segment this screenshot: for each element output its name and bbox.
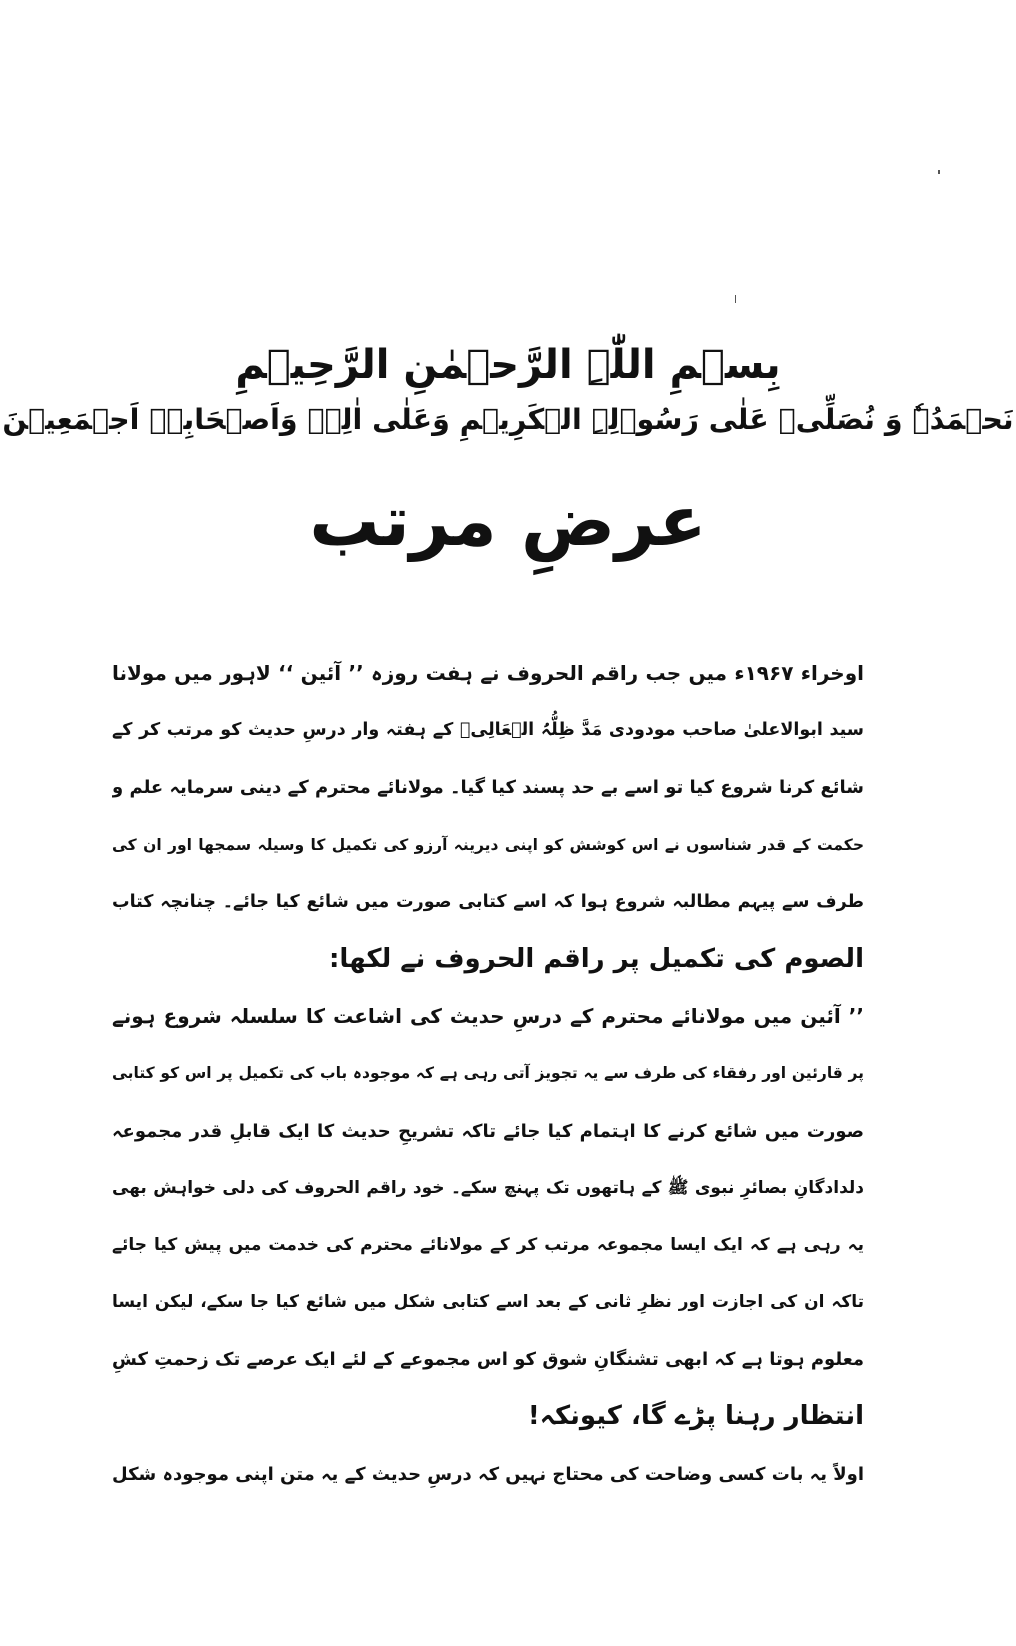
scan-speck (735, 295, 736, 303)
quote-line: ’’ آئین میں مولانائے محترم کے درسِ حدیث کی اشاعت کا سلسلہ شروع ہونے (112, 1004, 864, 1029)
body-line: اولاً یہ بات کسی وضاحت کی محتاج نہیں کہ درسِ حدیث کے یہ متن اپنی موجودہ شکل (112, 1463, 864, 1485)
body-line: شائع کرنا شروع کیا تو اسے بے حد پسند کیا گیا۔ مولانائے محترم کے دینی سرمایہ علم و (112, 777, 864, 799)
body-text (112, 645, 864, 1503)
scan-speck (938, 170, 940, 174)
body-line: الصوم کی تکمیل پر راقم الحروف نے لکھا: (329, 943, 864, 974)
quote-line: دلدادگانِ بصائرِ نبوی ﷺ کے ہاتھوں تک پہنچ سکے۔ خود راقم الحروف کی دلی خواہش بھی (112, 1177, 864, 1198)
salutation-line: نَحۡمَدُہٗ وَ نُصَلِّیۡ عَلٰی رَسُوۡلِہِ الۡکَرِیۡمِ وَعَلٰی اٰلِہٖ وَاَصۡحَابِہٖ اَجۡمَعِیۡنَ (2, 403, 1014, 436)
quote-line: یہ رہی ہے کہ ایک ایسا مجموعہ مرتب کر کے مولانائے محترم کی خدمت میں پیش کیا جائے (112, 1234, 864, 1255)
body-line: اوخراء ۱۹۶۷ء میں جب راقم الحروف نے ہفت روزہ ’’ آئین ‘‘ لاہور میں مولانا (112, 661, 864, 685)
quote-line: معلوم ہوتا ہے کہ ابھی تشنگانِ شوق کو اس مجموعے کے لئے ایک عرصے تک زحمتِ کشِ (112, 1349, 864, 1371)
page-title: عرضِ مرتب (309, 480, 707, 562)
quote-line: تاکہ ان کی اجازت اور نظرِ ثانی کے بعد اسے کتابی شکل میں شائع کیا جا سکے، لیکن ایسا (112, 1292, 864, 1313)
quote-line: انتظار رہنا پڑے گا، کیونکہ! (527, 1401, 864, 1432)
quote-line: پر قارئین اور رفقاء کی طرف سے یہ تجویز آتی رہی ہے کہ موجودہ باب کی تکمیل پر اس کو کتابی (112, 1064, 864, 1083)
quote-line: صورت میں شائع کرنے کا اہتمام کیا جائے تاکہ تشریحِ حدیث کا ایک قابلِ قدر مجموعہ (112, 1120, 864, 1142)
body-line: سید ابوالاعلیٰ صاحب مودودی مَدَّ ظِلُّہُ الۡعَالِیۡ کے ہفتہ وار درسِ حدیث کو مرتب کر کے (112, 720, 864, 741)
bismillah: بِسۡمِ اللّٰہِ الرَّحۡمٰنِ الرَّحِیۡمِ (235, 342, 781, 388)
body-line: حکمت کے قدر شناسوں نے اس کوشش کو اپنی دیرینہ آرزو کی تکمیل کا وسیلہ سمجھا اور ان کی (112, 835, 864, 854)
body-line: طرف سے پیہم مطالبہ شروع ہوا کہ اسے کتابی صورت میں شائع کیا جائے۔ چنانچہ کتاب (112, 891, 864, 912)
